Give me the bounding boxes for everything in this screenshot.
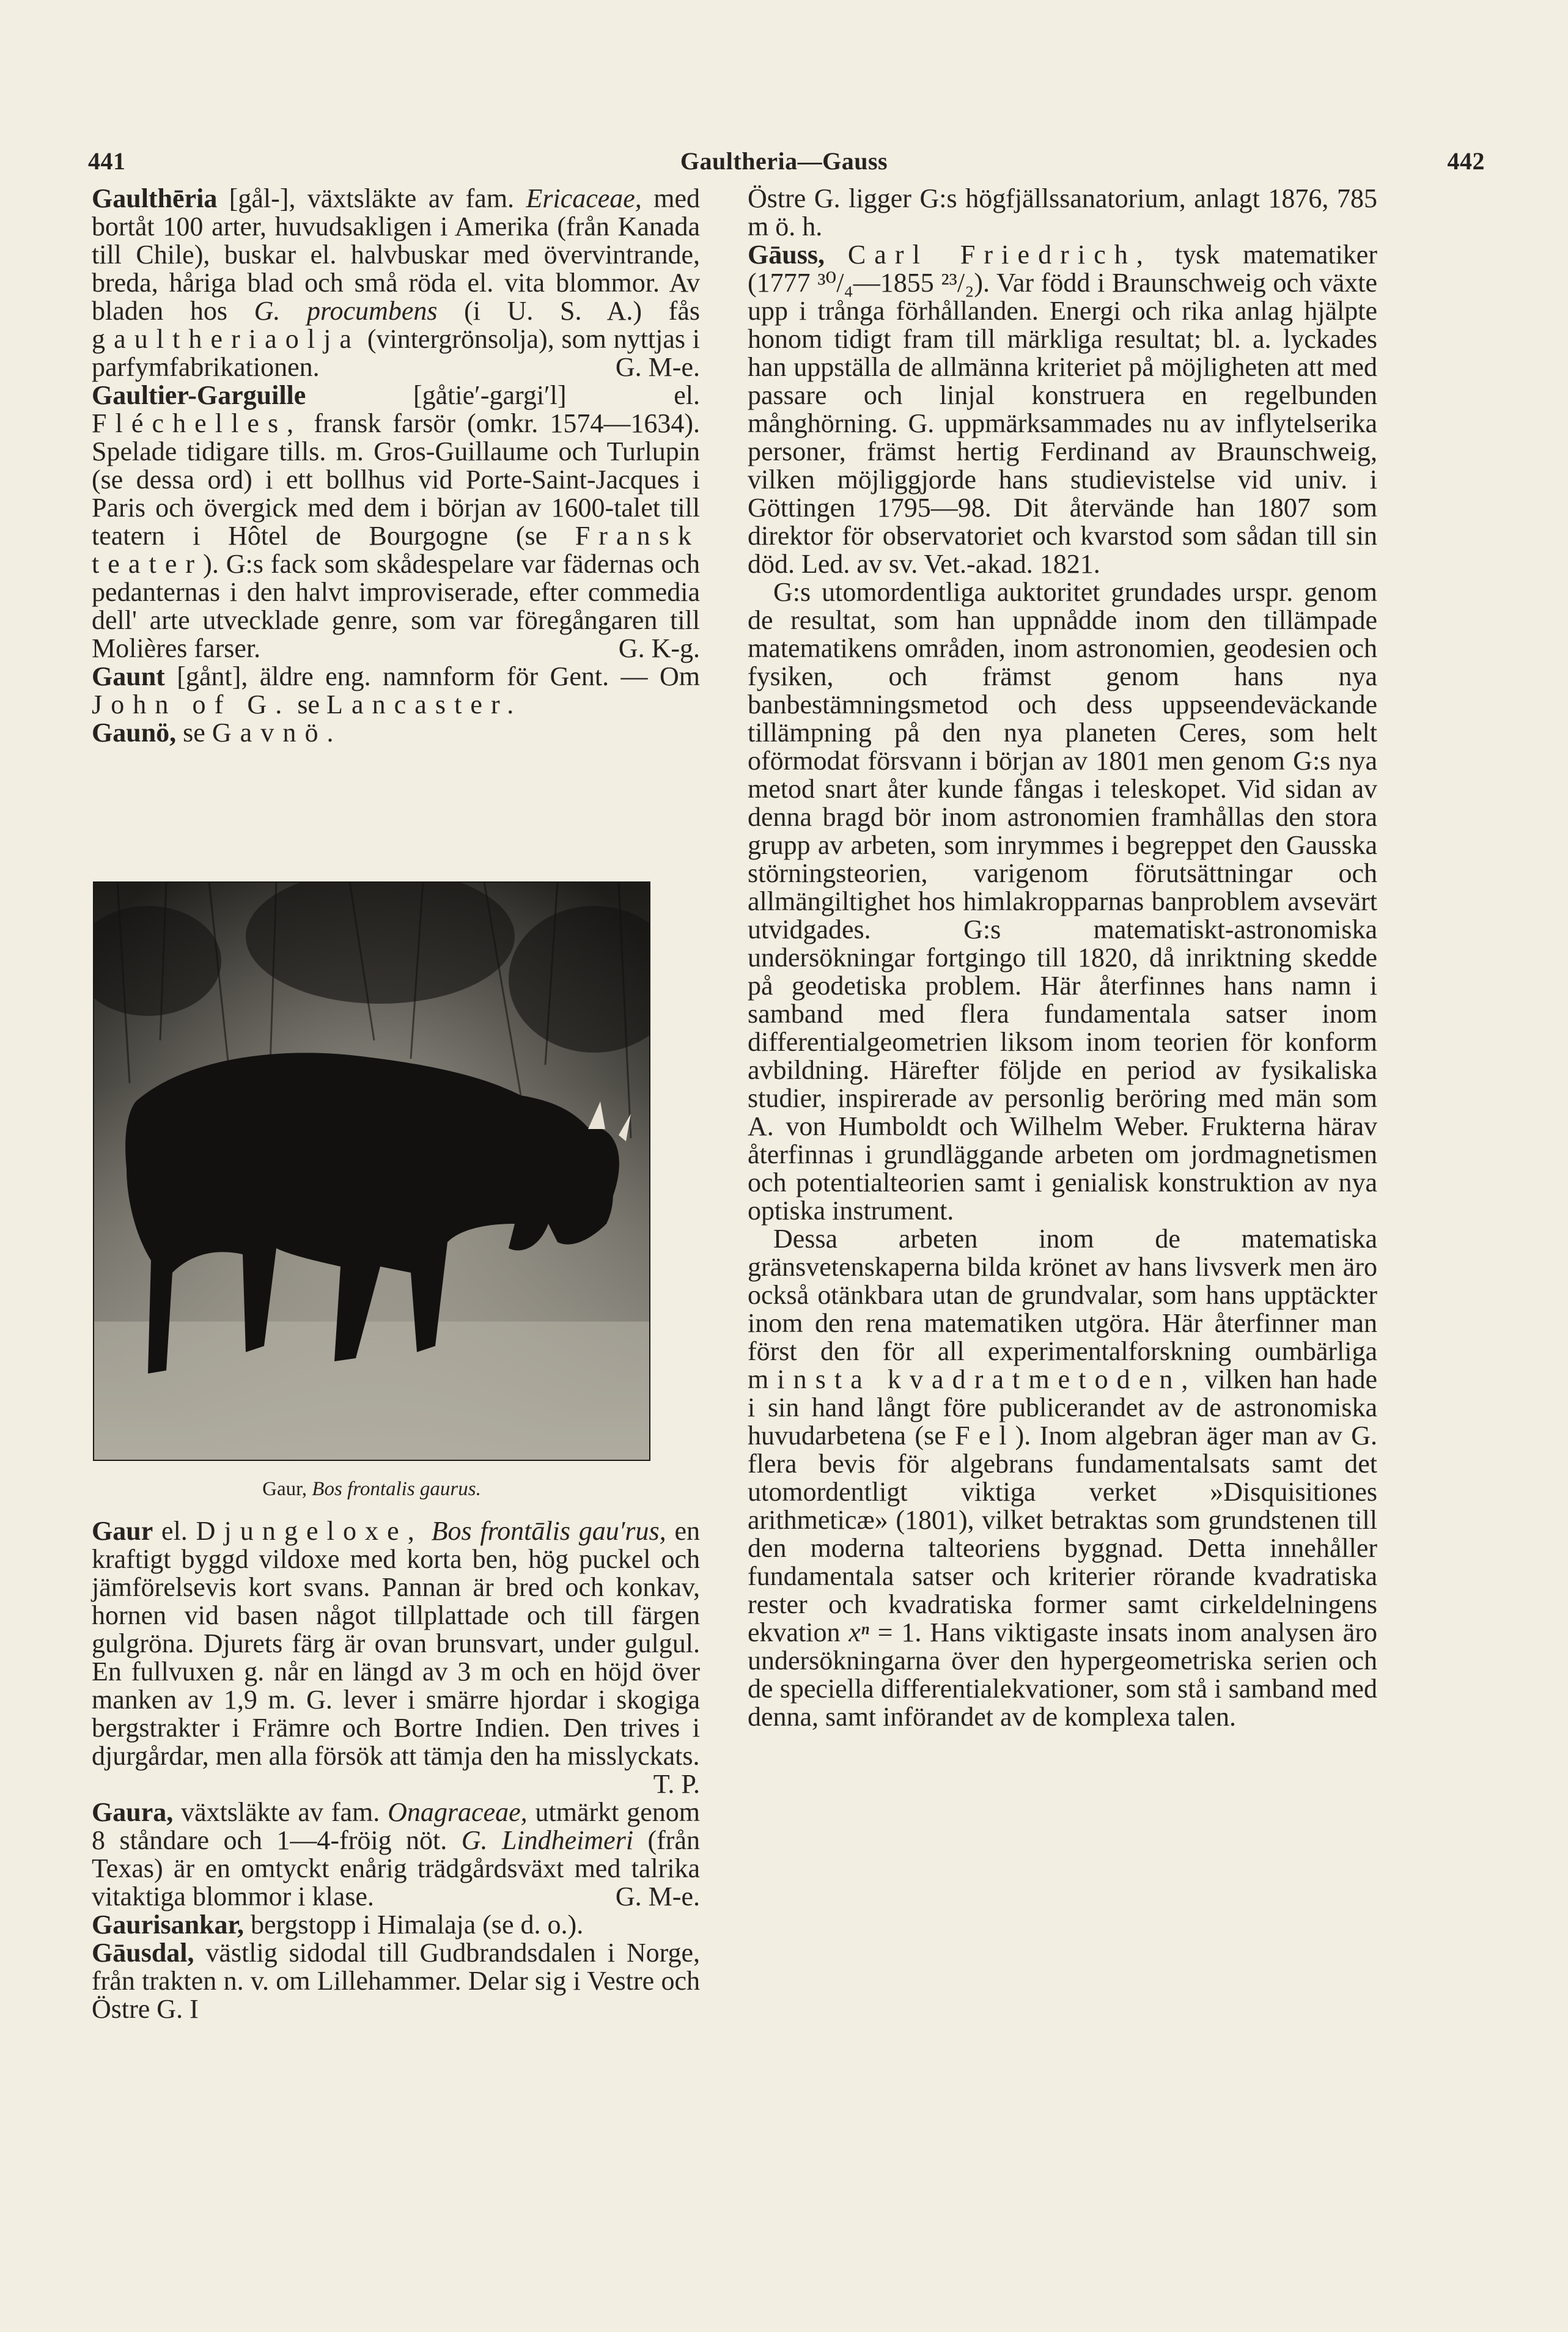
entry-gaurisankar: Gaurisankar, bergstopp i Himalaja (se d. o.). xyxy=(92,1910,584,1940)
entry-gaura: Gaura, växtsläkte av fam. Onagraceae, utmärkt genom 8 ståndare och 1—4-fröig nöt. G. Lindheimeri (från Texas) är en omtyckt enårig trädgårdsväxt med talrika vitaktiga blommor i klase. G. M-e. xyxy=(92,1797,700,1911)
right-column xyxy=(748,185,1377,1731)
figure-caption: Gaur, Bos frontalis gaurus. xyxy=(262,1478,481,1500)
gaur-illustration xyxy=(93,881,650,1461)
entry-gaultheria: Gaulthēria [gål-], växtsläkte av fam. Ericaceae, med bortåt 100 arter, huvudsakligen i Amerika (från Kanada till Chile), buskar el. halvbuskar med övervintrande, breda, håriga blad och små röda el. vita blommor. Av bladen hos G. procumbens (i U. S. A.) fås gaultheriaolja (vintergrönsolja), som nyttjas i parfymfabrikationen. G. M-e. xyxy=(92,183,700,382)
page-number-left: 441 xyxy=(88,147,126,175)
signature: G. M-e. xyxy=(615,1881,700,1911)
entry-gaunt: Gaunt [gånt], äldre eng. namnform för Gent. — Om John of G. se Lancaster. xyxy=(92,661,700,719)
page-number-right: 442 xyxy=(1447,147,1485,175)
entry-gausdal-continued: Östre G. ligger G:s högfjällssanatorium, anlagt 1876, 785 m ö. h. xyxy=(748,183,1377,241)
signature: G. K-g. xyxy=(618,633,700,663)
entry-gaultier-garguille: Gaultier-Garguille [gåtie′-gargi′l] el. Fléchelles, fransk farsör (omkr. 1574—1634). Spelade tidigare tills. m. Gros-Guillaume och Turlupin (se dessa ord) i ett bollhus vid Porte-Saint-Jacques i Paris och övergick med dem i början av 1600-talet till teatern i Hôtel de Bourgogne (se Fransk teater). G:s fack som skådespelare var fädernas och pedanternas i den halvt improviserade, efter commedia dell' arte utvecklade genre, som var föregångaren till Molières farser. G. K-g. xyxy=(92,380,700,663)
left-column-lower xyxy=(92,1517,700,2023)
left-column xyxy=(92,185,700,747)
signature: G. M-e. xyxy=(615,352,700,382)
entry-gausdal: Gāusdal, västlig sidodal till Gudbrandsdalen i Norge, från trakten n. v. om Lillehammer. Delar sig i Vestre och Östre G. I xyxy=(92,1938,700,2024)
gauss-paragraph-2: G:s utomordentliga auktoritet grundades urspr. genom de resultat, som han uppnådde inom den tillämpade matematikens områden, inom astronomien, geodesien och fysiken, och främst genom hans nya banbestämningsmetod och dess uppseendeväckande tillämpning på den nya planeten Ceres, som helt oförmodat försvann i början av 1801 men genom G:s nya metod snart åter kunde fångas i teleskopet. Vid sidan av denna bragd bör inom astronomien framhållas den stora grupp av arbeten, som inrymmes i begreppet den Gausska störningsteorien, varigenom förutsättningar och allmängiltighet hos himlakropparnas banproblem avsevärt utvidgades. G:s matematiskt-astronomiska undersökningar fortgingo till 1820, då inriktning skedde på geodetiska problem. Här återfinnes hans namn i samband med flera fundamentala satser inom differentialgeometrien liksom inom teorien för konform avbildning. Härefter följde en period av fysikaliska studier, inspirerade av personlig beröring med män som A. von Humboldt och Wilhelm Weber. Frukterna härav återfinnas i grundläggande arbeten om jordmagnetismen och potentialteorien samt i genialisk konstruktion av nya optiska instrument. xyxy=(748,577,1377,1226)
signature: T. P. xyxy=(653,1769,700,1799)
gaur-photo xyxy=(93,881,650,1461)
entry-gauno: Gaunö, se Gavnö. xyxy=(92,718,342,748)
running-title: Gaultheria—Gauss xyxy=(680,147,888,175)
gauss-paragraph-3: Dessa arbeten inom de matematiska gränsvetenskaperna bilda krönet av hans livsverk men äro också otänkbara utan de grundvalar, som hans upptäckter inom den rena matematiken utgöra. Här återfinner man först den för all experimentalforskning oumbärliga minsta kvadratmetoden, vilken han hade i sin hand långt före publicerandet av de astronomiska huvudarbetena (se Fel). Inom algebran äger man av G. flera bevis för algebrans fundamentalsats samt det utomordentligt viktiga verket »Disquisitiones arithmeticæ» (1801), vilket betraktas som grundstenen till den moderna talteoriens byggnad. Detta innehåller fundamentala satser och kriterier rörande kvadratiska rester och kvadratiska former samt cirkeldelningens ekvation xⁿ = 1. Hans viktigaste insats inom analysen äro undersökningarna över den hypergeometriska serien och de speciella differentialekvationer, som stå i samband med denna, samt införandet av de komplexa talen. xyxy=(748,1224,1377,1732)
entry-gaur: Gaur el. Djungeloxe, Bos frontālis gau′rus, en kraftigt byggd vildoxe med korta ben, hög puckel och jämförelsevis kort svans. Pannan är bred och konkav, hornen vid basen något tillplattade och till färgen gulgröna. Djurets färg är ovan brunsvart, under gulgul. En fullvuxen g. når en längd av 3 m och en höjd över manken av 1,9 m. G. lever i smärre hjordar i skogiga bergstrakter i Främre och Bortre Indien. Den trives i djurgårdar, men alla försök att tämja den ha misslyckats. T. P. xyxy=(92,1516,700,1799)
entry-gauss: Gāuss, Carl Friedrich, tysk matematiker (1777 ³⁰/₄—1855 ²³/₂). Var född i Braunschweig och växte upp i trånga förhållanden. Energi och rika anlag hjälpte honom tidigt fram till märkliga resultat; bl. a. lyckades han uppställa de allmänna kriteriet på möjligheten att med passare och linjal konstruera en regelbunden månghörning. G. uppmärksammades nu av inflytelserika personer, främst hertig Ferdinand av Braunschweig, vilken möjliggjorde hans studievistelse vid univ. i Göttingen 1795—98. Dit återvände han 1807 som direktor för observatoriet och kvarstod som sådan till sin död. Led. av sv. Vet.-akad. 1821. xyxy=(748,240,1377,579)
